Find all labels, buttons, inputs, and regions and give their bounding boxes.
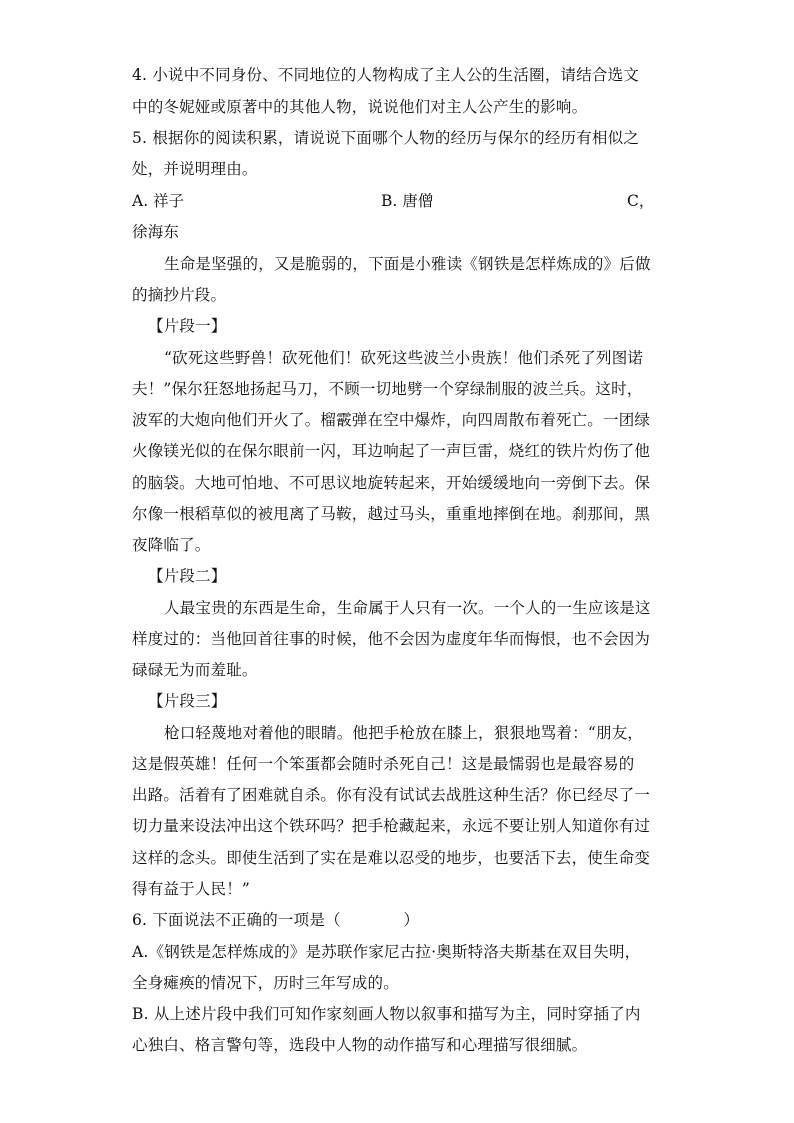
question-5-option-b: B. 唐僧 (381, 192, 434, 210)
question-4-line-1: 4. 小说中不同身份、不同地位的人物构成了主人公的生活圈，请结合选文 (132, 66, 640, 84)
question-6-stem: 6. 下面说法不正确的一项是（ ） (132, 911, 420, 929)
question-5-line-2: 处，并说明理由。 (132, 160, 258, 178)
question-5-line-1: 5. 根据你的阅读积累，请说说下面哪个人物的经历与保尔的经历有相似之 (132, 129, 640, 147)
excerpt-3-line: 出路。活着有了困难就自杀。你有没有试试去战胜这种生活？你已经尽了一 (132, 786, 651, 804)
excerpt-2-line: 人最宝贵的东西是生命，生命属于人只有一次。一个人的一生应该是这 (164, 599, 651, 617)
question-6-option-b-line-2: 心独白、格言警句等，选段中人物的动作描写和心理描写很细腻。 (132, 1036, 588, 1054)
excerpt-1-line: 火像镁光似的在保尔眼前一闪，耳边响起了一声巨雷，烧红的铁片灼伤了他 (132, 442, 651, 460)
excerpt-1-line: 尔像一根稻草似的被甩离了马鞍，越过马头，重重地摔倒在地。刹那间，黑 (132, 505, 651, 523)
intro-line-1: 生命是坚强的，又是脆弱的，下面是小雅读《钢铁是怎样炼成的》后做 (164, 255, 651, 273)
excerpt-3-line: 得有益于人民！” (132, 880, 251, 898)
excerpt-3-line: 枪口轻蔑地对着他的眼睛。他把手枪放在膝上，狠狠地骂着：“朋友， (164, 724, 644, 742)
excerpt-2-heading: 【片段二】 (148, 567, 227, 585)
excerpt-3-line: 这样的念头。即使生活到了实在是难以忍受的地步，也要活下去，使生命变 (132, 849, 651, 867)
question-5-option-c-label: C， (627, 192, 655, 210)
excerpt-1-line: 夜降临了。 (132, 536, 211, 554)
question-6-option-a-line-2: 全身瘫痪的情况下，历时三年写成的。 (132, 974, 399, 992)
excerpt-1-line: 波军的大炮向他们开火了。榴霰弹在空中爆炸，向四周散布着死亡。一团绿 (132, 411, 651, 429)
intro-line-2: 的摘抄片段。 (132, 286, 227, 304)
question-6-option-b-line-1: B. 从上述片段中我们可知作家刻画人物以叙事和描写为主，同时穿插了内 (132, 1005, 641, 1023)
excerpt-1-line: 的脑袋。大地可怕地、不可思议地旋转起来，开始缓缓地向一旁倒下去。保 (132, 474, 651, 492)
question-5-option-a: A. 祥子 (132, 192, 185, 210)
excerpt-3-line: 切力量来设法冲出这个铁环吗？把手枪藏起来，永远不要让别人知道你有过 (132, 817, 651, 835)
excerpt-1-line: 夫！”保尔狂怒地扬起马刀，不顾一切地劈一个穿绿制服的波兰兵。这时， (132, 380, 643, 398)
question-6-option-a-line-1: A.《钢铁是怎样炼成的》是苏联作家尼古拉·奥斯特洛夫斯基在双目失明， (132, 943, 641, 961)
excerpt-2-line: 碌碌无为而羞耻。 (132, 661, 258, 679)
excerpt-1-line: “砍死这些野兽！砍死他们！砍死这些波兰小贵族！他们杀死了列图诺 (164, 349, 644, 367)
excerpt-3-heading: 【片段三】 (148, 692, 227, 710)
excerpt-2-line: 样度过的：当他回首往事的时候，他不会因为虚度年华而悔恨，也不会因为 (132, 630, 651, 648)
excerpt-3-line: 这是假英雄！任何一个笨蛋都会随时杀死自己！这是最懦弱也是最容易的 (132, 755, 635, 773)
question-4-line-2: 中的冬妮娅或原著中的其他人物，说说他们对主人公产生的影响。 (132, 98, 588, 116)
excerpt-1-heading: 【片段一】 (148, 317, 227, 335)
question-5-option-c-text: 徐海东 (132, 223, 180, 241)
